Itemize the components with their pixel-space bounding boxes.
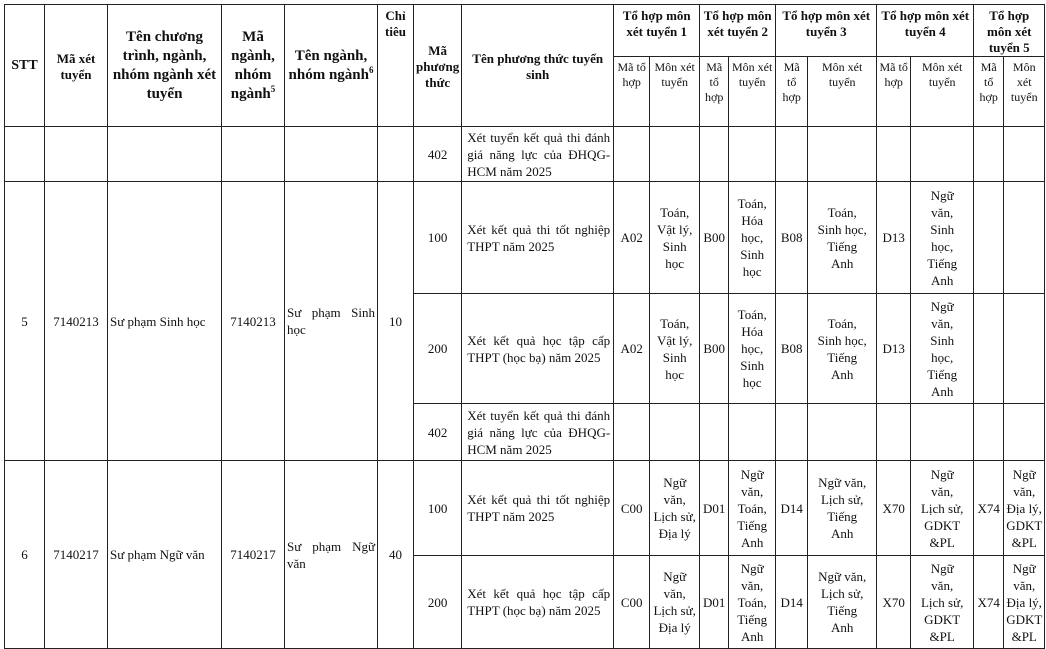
subject-line: Anh xyxy=(930,272,954,288)
subject-line: GDKT xyxy=(1006,611,1043,627)
combo-subjects xyxy=(650,182,700,294)
subject-line: Toán, xyxy=(827,204,857,220)
method-name: Xét tuyển kết quả thi đánh giá năng lực của ĐHQG-HCM năm 2025 xyxy=(462,127,614,182)
subject-line: học, xyxy=(741,230,764,245)
subject-line: học xyxy=(742,375,762,390)
combo-subjects xyxy=(729,182,776,294)
subject-line: Địa lý, xyxy=(1006,500,1042,516)
empty-cell xyxy=(974,404,1004,461)
stt-cell: 6 xyxy=(5,461,45,649)
subject-line: Ngữ xyxy=(663,475,687,490)
table-row xyxy=(5,182,1045,294)
subject-line: văn, xyxy=(931,204,954,220)
header-mon-xet-tuyen-4: Môn xét tuyển xyxy=(911,57,974,127)
combo-code: D13 xyxy=(877,182,911,294)
subject-line: Lịch sử, xyxy=(653,603,696,618)
subject-line: Lịch sử, xyxy=(920,500,964,516)
empty-cell xyxy=(650,404,700,461)
chi-tieu-cell: 10 xyxy=(378,182,414,461)
empty-cell xyxy=(877,404,911,461)
table-body xyxy=(5,127,1045,649)
empty-cell xyxy=(1004,127,1045,182)
table-row xyxy=(5,461,1045,556)
ten-nganh-cell: Sư phạm Ngữ văn xyxy=(285,461,378,649)
subject-line: văn, xyxy=(1013,483,1036,499)
combo-subjects xyxy=(911,182,974,294)
empty-cell xyxy=(729,404,776,461)
subject-line: học, xyxy=(931,349,954,365)
empty-cell xyxy=(729,127,776,182)
subject-line: học, xyxy=(741,341,764,356)
header-ten-chuong-trinh: Tên chương trình, ngành, nhóm ngành xét tuyển xyxy=(108,5,222,127)
header-mon-xet-tuyen-2: Môn xét tuyển xyxy=(729,57,776,127)
subject-line: Ngữ xyxy=(930,298,954,314)
method-name: Xét kết quả học tập cấp THPT (học bạ) năm 2025 xyxy=(462,556,614,649)
subject-line: GDKT xyxy=(924,611,961,627)
ma-xet-tuyen-cell: 7140213 xyxy=(45,182,108,461)
header-ma-phuong-thuc: Mã phương thức xyxy=(414,5,462,127)
subject-line: văn, xyxy=(931,315,954,331)
table-header xyxy=(5,5,1045,127)
empty-cell xyxy=(285,127,378,182)
stt-cell: 5 xyxy=(5,182,45,461)
empty-cell xyxy=(650,127,700,182)
subject-line: Ngữ xyxy=(1012,560,1036,576)
combo-code: C00 xyxy=(614,556,650,649)
subject-line: Sinh xyxy=(930,332,955,348)
empty-cell xyxy=(1004,294,1045,404)
header-combo-group-2: Tổ hợp môn xét tuyển 2 xyxy=(700,5,776,57)
empty-cell xyxy=(974,182,1004,294)
header-combo-group-3: Tổ hợp môn xét tuyển 3 xyxy=(776,5,877,57)
combo-code: B08 xyxy=(776,182,808,294)
combo-subjects xyxy=(650,461,700,556)
subject-line: Ngữ xyxy=(740,466,764,482)
subject-line: Anh xyxy=(930,383,954,399)
subject-line: Lịch sử, xyxy=(820,586,864,601)
subject-line: Anh xyxy=(740,628,764,644)
header-combo-group-5: Tổ hợp môn xét tuyển 5 xyxy=(974,5,1045,57)
subject-line: văn, xyxy=(663,492,686,507)
combo-subjects xyxy=(650,294,700,404)
empty-cell xyxy=(877,127,911,182)
header-combo-group-1: Tổ hợp môn xét tuyển 1 xyxy=(614,5,700,57)
subject-line: Toán, xyxy=(660,204,690,220)
subject-line: Toán, xyxy=(827,315,857,331)
empty-cell xyxy=(700,127,729,182)
subject-line: Anh xyxy=(740,534,764,550)
subject-line: học xyxy=(742,264,762,279)
combo-subjects xyxy=(729,461,776,556)
subject-line: &PL xyxy=(929,534,955,550)
subject-line: Địa lý, xyxy=(1006,594,1042,610)
empty-cell xyxy=(5,127,45,182)
subject-line: Sinh học, xyxy=(817,221,867,237)
combo-code: D14 xyxy=(776,461,808,556)
header-mon-xet-tuyen-5: Môn xét tuyển xyxy=(1004,57,1045,127)
combo-subjects xyxy=(1004,556,1045,649)
combo-code: B00 xyxy=(700,294,729,404)
subject-line: Địa lý xyxy=(658,526,691,541)
combo-code: X70 xyxy=(877,461,911,556)
combo-subjects xyxy=(729,556,776,649)
subject-line: văn, xyxy=(741,483,764,499)
subject-line: GDKT xyxy=(1006,517,1043,533)
combo-code: A02 xyxy=(614,294,650,404)
combo-subjects xyxy=(911,294,974,404)
method-code: 100 xyxy=(414,461,462,556)
empty-cell xyxy=(776,404,808,461)
header-ma-to-hop-5: Mã tổ hợp xyxy=(974,57,1004,127)
subject-line: Tiếng xyxy=(927,255,958,271)
subject-line: văn, xyxy=(931,483,954,499)
header-mon-xet-tuyen-3: Môn xét tuyển xyxy=(808,57,877,127)
subject-line: Anh xyxy=(830,366,854,382)
ten-nganh-cell: Sư phạm Sinh học xyxy=(285,182,378,461)
subject-line: Ngữ xyxy=(663,569,687,584)
subject-line: &PL xyxy=(1011,534,1037,550)
ten-chuong-trinh-cell: Sư phạm Sinh học xyxy=(108,182,222,461)
subject-line: &PL xyxy=(1011,628,1037,644)
combo-code: C00 xyxy=(614,461,650,556)
subject-line: Sinh xyxy=(662,238,687,254)
empty-cell xyxy=(776,127,808,182)
subject-line: văn, xyxy=(931,577,954,593)
method-name: Xét kết quả thi tốt nghiệp THPT năm 2025 xyxy=(462,461,614,556)
combo-subjects xyxy=(911,461,974,556)
subject-line: Vật lý, xyxy=(656,221,693,237)
subject-line: Sinh xyxy=(930,221,955,237)
subject-line: Tiếng xyxy=(737,611,768,627)
subject-line: Sinh xyxy=(740,247,765,262)
method-code: 402 xyxy=(414,127,462,182)
empty-cell xyxy=(911,404,974,461)
chi-tieu-cell: 40 xyxy=(378,461,414,649)
empty-cell xyxy=(378,127,414,182)
subject-line: Ngữ xyxy=(930,466,954,482)
combo-code: A02 xyxy=(614,182,650,294)
subject-line: văn, xyxy=(663,586,686,601)
combo-code: D13 xyxy=(877,294,911,404)
method-code: 200 xyxy=(414,556,462,649)
empty-cell xyxy=(614,404,650,461)
method-code: 100 xyxy=(414,182,462,294)
table-row xyxy=(5,127,1045,182)
subject-line: Tiếng xyxy=(827,509,858,524)
subject-line: GDKT xyxy=(924,517,961,533)
subject-line: Toán, xyxy=(660,315,690,331)
subject-line: học xyxy=(665,255,685,271)
empty-cell xyxy=(974,294,1004,404)
combo-code: B00 xyxy=(700,182,729,294)
header-ma-to-hop-2: Mã tổ hợp xyxy=(700,57,729,127)
subject-line: Anh xyxy=(830,620,854,635)
subject-line: Ngữ văn, xyxy=(818,475,867,490)
combo-code: X74 xyxy=(974,461,1004,556)
combo-code: D14 xyxy=(776,556,808,649)
combo-code: D01 xyxy=(700,461,729,556)
header-mon-xet-tuyen-1: Môn xét tuyển xyxy=(650,57,700,127)
empty-cell xyxy=(1004,182,1045,294)
subject-line: Hóa xyxy=(741,324,764,339)
admission-table xyxy=(4,4,1045,649)
method-name: Xét kết quả thi tốt nghiệp THPT năm 2025 xyxy=(462,182,614,294)
subject-line: Hóa xyxy=(741,213,764,228)
empty-cell xyxy=(974,127,1004,182)
subject-line: Tiếng xyxy=(927,366,958,382)
empty-cell xyxy=(808,404,877,461)
method-code: 200 xyxy=(414,294,462,404)
header-ten-nganh: Tên ngành, nhóm ngành$^6$ xyxy=(285,5,378,127)
combo-subjects xyxy=(808,556,877,649)
header-ma-to-hop-4: Mã tổ hợp xyxy=(877,57,911,127)
empty-cell xyxy=(1004,404,1045,461)
subject-line: Sinh xyxy=(662,349,687,365)
combo-subjects xyxy=(1004,461,1045,556)
subject-line: Toán, xyxy=(737,196,767,211)
header-ma-xet-tuyen: Mã xét tuyển xyxy=(45,5,108,127)
combo-code: B08 xyxy=(776,294,808,404)
empty-cell xyxy=(700,404,729,461)
subject-line: Lịch sử, xyxy=(920,594,964,610)
subject-line: Ngữ xyxy=(930,560,954,576)
combo-subjects xyxy=(911,556,974,649)
subject-line: văn, xyxy=(741,577,764,593)
subject-line: học, xyxy=(931,238,954,254)
header-stt: STT xyxy=(5,5,45,127)
combo-subjects xyxy=(650,556,700,649)
ma-nganh-cell: 7140213 xyxy=(222,182,285,461)
subject-line: Tiếng xyxy=(827,349,858,365)
combo-code: X70 xyxy=(877,556,911,649)
subject-line: Sinh học, xyxy=(817,332,867,348)
combo-subjects xyxy=(808,461,877,556)
empty-cell xyxy=(108,127,222,182)
combo-subjects xyxy=(808,294,877,404)
method-name: Xét kết quả học tập cấp THPT (học bạ) năm 2025 xyxy=(462,294,614,404)
subject-line: Toán, xyxy=(737,307,767,322)
subject-line: Toán, xyxy=(737,594,767,610)
method-name: Xét tuyển kết quả thi đánh giá năng lực của ĐHQG-HCM năm 2025 xyxy=(462,404,614,461)
header-ma-to-hop-3: Mã tổ hợp xyxy=(776,57,808,127)
subject-line: học xyxy=(665,366,685,382)
subject-line: Ngữ xyxy=(740,560,764,576)
ten-chuong-trinh-cell: Sư phạm Ngữ văn xyxy=(108,461,222,649)
header-ma-nganh: Mã ngành, nhóm ngành$^5$ xyxy=(222,5,285,127)
combo-code: D01 xyxy=(700,556,729,649)
combo-code: X74 xyxy=(974,556,1004,649)
subject-line: Sinh xyxy=(740,358,765,373)
header-ma-to-hop-1: Mã tổ hợp xyxy=(614,57,650,127)
admission-table-container xyxy=(4,4,1045,649)
subject-line: Tiếng xyxy=(737,517,768,533)
method-code: 402 xyxy=(414,404,462,461)
combo-subjects xyxy=(808,182,877,294)
header-chi-tieu: Chỉ tiêu xyxy=(378,5,414,127)
subject-line: Ngữ xyxy=(930,187,954,203)
subject-line: Ngữ xyxy=(1012,466,1036,482)
header-ten-phuong-thuc: Tên phương thức tuyển sinh xyxy=(462,5,614,127)
combo-subjects xyxy=(729,294,776,404)
subject-line: văn, xyxy=(1013,577,1036,593)
subject-line: Toán, xyxy=(737,500,767,516)
subject-line: Tiếng xyxy=(827,238,858,254)
empty-cell xyxy=(222,127,285,182)
header-combo-group-4: Tổ hợp môn xét tuyển 4 xyxy=(877,5,974,57)
ma-nganh-cell: 7140217 xyxy=(222,461,285,649)
subject-line: Địa lý xyxy=(658,620,691,635)
empty-cell xyxy=(808,127,877,182)
empty-cell xyxy=(911,127,974,182)
subject-line: Anh xyxy=(830,526,854,541)
subject-line: &PL xyxy=(929,628,955,644)
empty-cell xyxy=(614,127,650,182)
subject-line: Lịch sử, xyxy=(820,492,864,507)
subject-line: Ngữ văn, xyxy=(818,569,867,584)
subject-line: Anh xyxy=(830,255,854,271)
subject-line: Vật lý, xyxy=(656,332,693,348)
subject-line: Lịch sử, xyxy=(653,509,696,524)
subject-line: Tiếng xyxy=(827,603,858,618)
ma-xet-tuyen-cell: 7140217 xyxy=(45,461,108,649)
empty-cell xyxy=(45,127,108,182)
